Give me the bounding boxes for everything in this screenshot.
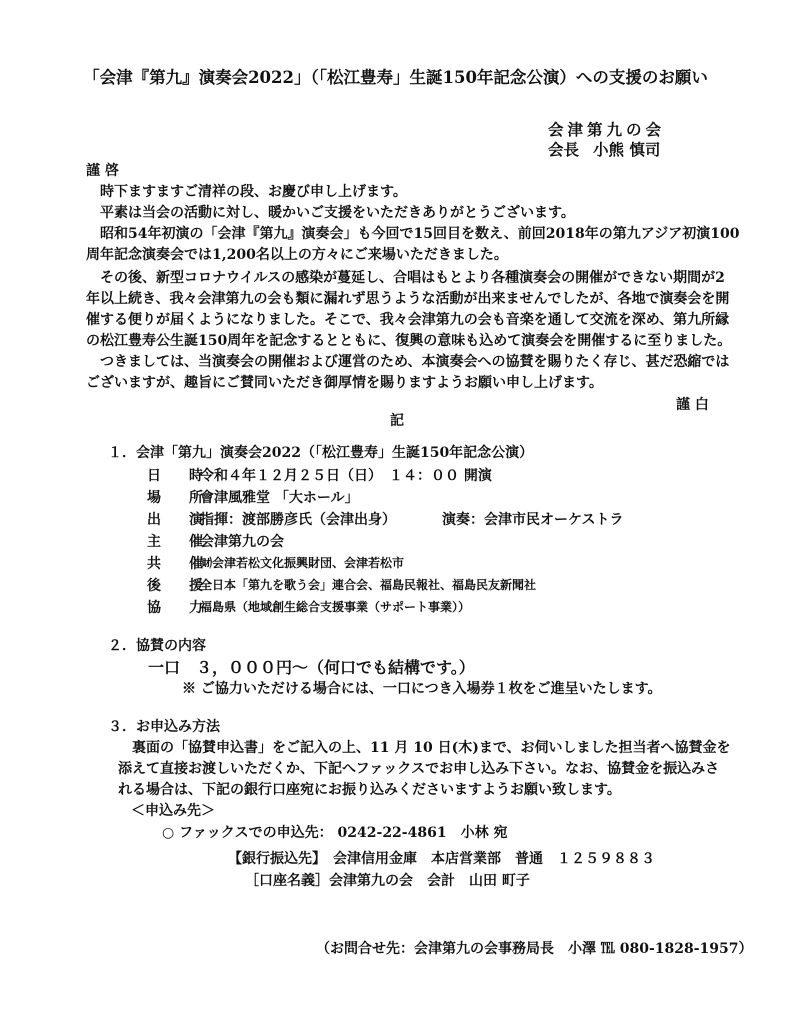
- row-value: 全日本「第九を歌う会」連合会、福島民報社、福島民友新聞社: [200, 578, 537, 592]
- event-row-organizer: [147, 531, 284, 551]
- row-label: 出演: [147, 512, 203, 528]
- body-line: 周年記念演奏会では1,200名以上の方々にご来場いただきました。: [86, 247, 508, 263]
- section1-heading: １．会津「第九」演奏会2022（「松江豊寿」生誕150年記念公演）: [108, 445, 534, 461]
- fax-destination: ○ ファックスでの申込先： 0242-22-4861 小林 宛: [162, 825, 508, 841]
- row-value: 会津第九の会: [200, 534, 284, 550]
- sponsorship-note: ※ ご協力いただける場合には、一口につき入場券１枚をご進呈いたします。: [182, 681, 662, 697]
- body-line: 時下ますますご清祥の段、お慶び申し上げます。: [100, 184, 407, 200]
- closing-greeting: 謹 白: [676, 397, 709, 413]
- sender-organization: 会津第九の会: [548, 120, 666, 139]
- body-line: の松江豊寿公生誕150周年を記念するとともに、復興の意味も込めて演奏会を開催するに至りました。: [86, 333, 732, 349]
- ki-heading: 記: [390, 413, 404, 429]
- row-value: 令和４年１２月２５日（日） １４：００ 開演: [200, 468, 492, 484]
- bank-transfer-info: 【銀行振込先】 会津信用金庫 本店営業部 普通 １２５９８８３: [228, 851, 655, 867]
- section3-heading: ３．お申込み方法: [108, 719, 220, 735]
- event-row-venue: [147, 487, 359, 507]
- row-label: 後援: [147, 578, 203, 594]
- event-row-date: [147, 465, 492, 485]
- account-holder: ［口座名義］会津第九の会 会計 山田 町子: [245, 873, 530, 889]
- body-line: つきましては、当演奏会の開催および運営のため、本演奏会への協賛を賜りたく存じ、甚だ恐縮では: [100, 354, 730, 370]
- row-label: 場所: [147, 490, 203, 506]
- document-title: 「会津『第九』演奏会2022」（「松江豊寿」生誕150年記念公演）への支援のお願い: [83, 68, 708, 87]
- body-line: 平素は当会の活動に対し、暖かいご支援をいただきありがとうございます。: [100, 205, 575, 221]
- row-label: 共催: [147, 556, 203, 572]
- row-value: 會津風雅堂 「大ホール」: [200, 490, 359, 506]
- opening-greeting: 謹 啓: [86, 163, 119, 179]
- body-line: 催する便りが届くようになりました。そこで、我々会津第九の会も音楽を通して交流を深め、第九所縁: [86, 312, 730, 328]
- contact-info: （お問合せ先：会津第九の会事務局長 小澤 ℡ 080-1828-1957）: [316, 941, 753, 957]
- destination-label: ＜申込み先＞: [131, 803, 215, 819]
- event-row-support: [147, 575, 537, 595]
- row-value: 指揮：渡部勝彦氏（会津出身）: [200, 512, 396, 528]
- method-line: 裏面の「協賛申込書」をご記入の上、11 月 10 日(木)まで、お伺いしました担当者へ協賛金を: [132, 740, 731, 756]
- row-value-orchestra: 演奏：会津市民オーケストラ: [442, 512, 624, 528]
- president-name: 小熊 慎司: [593, 140, 661, 159]
- event-row-cooperation: [147, 597, 471, 617]
- row-label: 主催: [147, 534, 203, 550]
- sender-president: [548, 138, 660, 160]
- method-line: れる場合は、下記の銀行口座宛にお振り込みくださいますようお願い致します。: [118, 782, 621, 798]
- sponsorship-amount: 一口 ３，０００円～（何口でも結構です。）: [148, 658, 475, 677]
- method-line: 添えて直接お渡しいただくか、下記へファックスでお申し込み下さい。なお、協賛金を振込みさ: [118, 761, 720, 777]
- body-line: 昭和54年初演の「会津『第九』演奏会」も今回で15回目を数え、前回2018年の第九アジア初演100: [100, 226, 740, 242]
- body-line: ございますが、趣旨にご賛同いただき御厚情を賜りますようお願い申し上げます。: [86, 375, 603, 391]
- event-row-performers: [147, 509, 624, 529]
- section2-heading: ２．協賛の内容: [108, 638, 206, 654]
- row-label: 日時: [147, 468, 203, 484]
- row-label: 協力: [147, 600, 203, 616]
- president-label: 会長: [548, 140, 580, 159]
- row-value: 福島県（地域創生総合支援事業（サポート事業））: [200, 600, 471, 614]
- event-row-cohost: [147, 553, 405, 573]
- body-line: その後、新型コロナウイルスの感染が蔓延し、合唱はもとより各種演奏会の開催ができない期間が2: [100, 270, 725, 286]
- body-line: 年以上続き、我々会津第九の会も類に漏れず思うような活動が出来ませんでしたが、各地で演奏会を開: [86, 291, 730, 307]
- row-value: ㈶会津若松文化振興財団、会津若松市: [200, 556, 405, 570]
